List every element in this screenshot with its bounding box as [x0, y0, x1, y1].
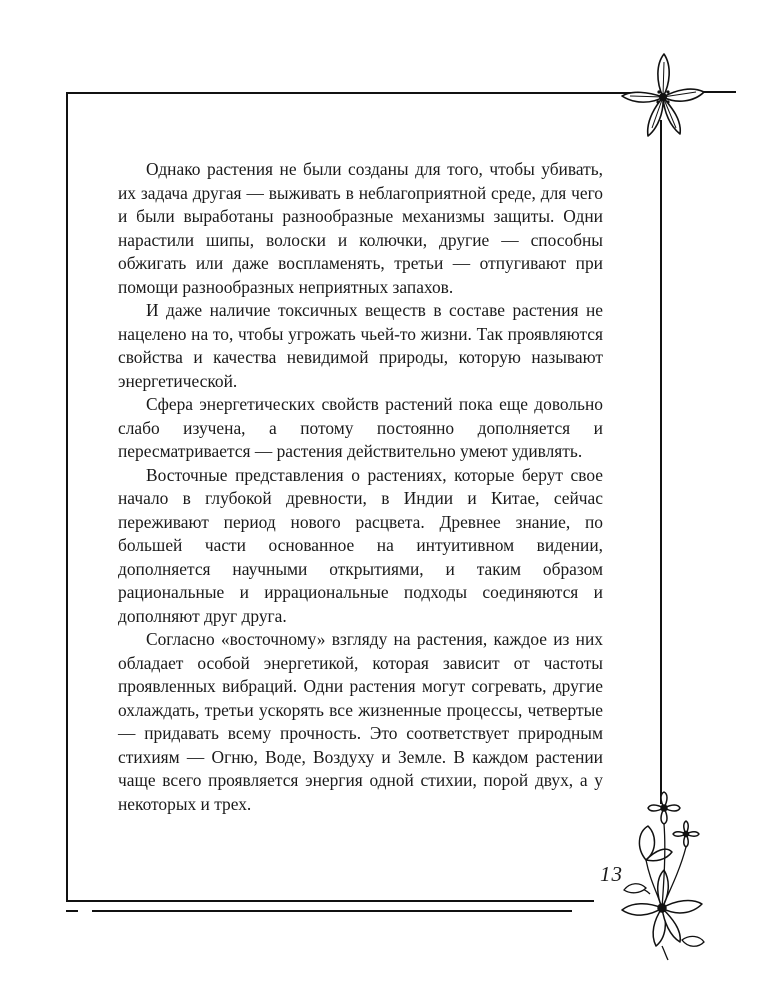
frame-bottom-underline — [92, 910, 572, 912]
body-text — [118, 158, 603, 816]
frame-bottom-left-tick — [66, 910, 78, 912]
page-number: 13 — [600, 862, 623, 886]
lily-flower-icon — [618, 52, 708, 142]
paragraph: И даже наличие токсичных веществ в составе растения не нацелено на то, чтобы угрожать чьей-то жизни. Так проявляются свойства и качества невидимой природы, которую называют энергетической. — [118, 300, 603, 391]
paragraph: Однако растения не были созданы для того, чтобы убивать, их задача другая — выживать в неблагоприятной среде, для чего и были выработаны разнообразные механизмы защиты. Одни нарастили шипы, волоски и колючки, другие — способны обжигать или даже воспламенять, третьи — отпугивают при помощи разнообразных неприятных запахов. — [118, 159, 603, 297]
frame-right-line — [660, 120, 662, 804]
paragraph: Сфера энергетических свойств растений пока еще довольно слабо изучена, а потому постоянно дополняется и пересматривается — растения действительно умеют удивлять. — [118, 394, 603, 461]
frame-bottom-line — [66, 900, 594, 902]
paragraph: Согласно «восточному» взгляду на растения, каждое из них обладает особой энергетикой, которая зависит от частоты проявленных вибраций. Одни растения могут согревать, другие охлаждать, третьи ускорять все жизненные процессы, четвертые — придавать всему прочность. Это соответствует природным стихиям — Огню, Воде, Воздуху и Земле. В каждом растении чаще всего проявляется энергия одной стихии, порой двух, а у некоторых и трех. — [118, 629, 603, 814]
paragraph: Восточные представления о растениях, которые берут свое начало в глубокой древности, в Индии и Китае, сейчас переживают период нового расцвета. Древнее знание, по большей части основанное на интуитивном видении, дополняется научными открытиями, и таким образом рациональные и иррациональные подходы соединяются и дополняют друг друга. — [118, 464, 603, 626]
frame-left-line — [66, 92, 68, 902]
frame-top-line — [66, 92, 638, 94]
